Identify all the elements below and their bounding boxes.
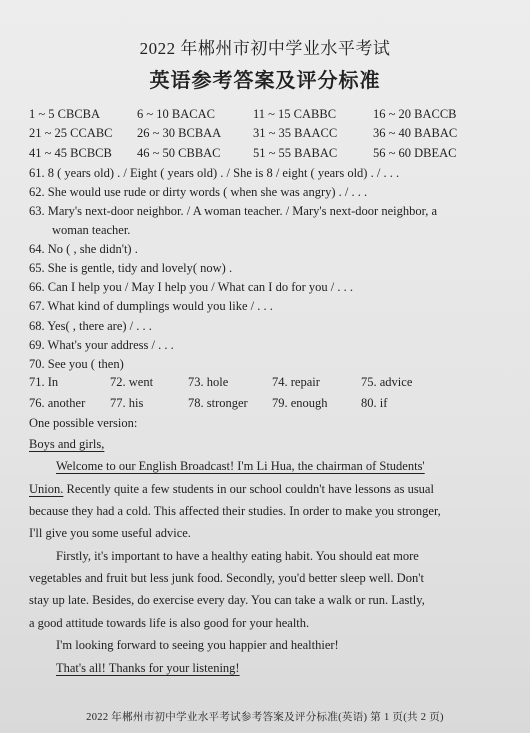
mcq-group: 1 ~ 5 CBCBA [29,107,101,121]
vocab-answer: 71. In [29,375,59,389]
answer-65: 65. She is gentle, tidy and lovely( now) . [29,261,233,275]
mcq-group: 41 ~ 45 BCBCB [29,146,112,160]
answer-69: 69. What's your address / . . . [29,338,174,352]
answer-63: 63. Mary's next-door neighbor. / A woman teacher. / Mary's next-door neighbor, a [29,204,438,218]
answer-67: 67. What kind of dumplings would you like / . . . [29,299,273,313]
answer-64: 64. No ( , she didn't) . [29,242,138,256]
answer-key-title: 英语参考答案及评分标准 [149,70,381,92]
answer-61: 61. 8 ( years old) . / Eight ( years old) . / She is 8 / eight ( years old) . / . . . [29,166,400,180]
answer-66: 66. Can I help you / May I help you / What can I do for you / . . . [29,280,354,294]
mcq-group: 11 ~ 15 CABBC [253,107,337,121]
mcq-row [29,126,499,145]
vocab-answer: 75. advice [361,375,413,389]
answer-63-continued: woman teacher. [52,223,131,237]
mcq-group: 16 ~ 20 BACCB [373,107,457,121]
essay-paragraph-2-line-4: a good attitude towards life is also good for your health. [29,616,310,630]
vocab-answer: 76. another [29,396,86,410]
mcq-group: 26 ~ 30 BCBAA [137,126,222,140]
vocab-answer: 79. enough [272,396,328,410]
essay-paragraph-2-line-1: Firstly, it's important to have a healthy eating habit. You should eat more [56,549,419,563]
mcq-group: 21 ~ 25 CCABC [29,126,113,140]
essay-paragraph-2-line-3: stay up late. Besides, do exercise every day. You can take a walk or run. Lastly, [29,593,425,607]
vocab-row [29,375,509,393]
answer-68: 68. Yes( , there are) / . . . [29,319,152,333]
page-footer: 2022 年郴州市初中学业水平考试参考答案及评分标准(英语) 第 1 页(共 2 页) [86,712,444,723]
vocab-answer: 78. stronger [188,396,248,410]
answer-70: 70. See you ( then) [29,357,124,371]
mcq-row [29,107,499,126]
essay-text-underlined: Union. [29,482,64,496]
essay-paragraph-1-line-4: I'll give you some useful advice. [29,526,191,540]
essay-intro: One possible version: [29,416,138,430]
essay-paragraph-3: I'm looking forward to seeing you happier and healthier! [56,638,339,652]
answer-62: 62. She would use rude or dirty words ( when she was angry) . / . . . [29,185,368,199]
mcq-row [29,146,499,165]
vocab-answer: 77. his [110,396,144,410]
essay-paragraph-1-line-2 [29,478,479,501]
essay-closing-text: That's all! Thanks for your listening! [56,661,240,675]
essay-text: Welcome to our English Broadcast! I'm Li Hua, the chairman of Students' [56,459,425,473]
essay-greeting: Boys and girls, [29,437,105,451]
mcq-group: 56 ~ 60 DBEAC [373,146,457,160]
mcq-group: 31 ~ 35 BAACC [253,126,338,140]
mcq-group: 46 ~ 50 CBBAC [137,146,221,160]
essay-paragraph-1-line-1 [56,455,506,478]
essay-paragraph-2-line-2: vegetables and fruit but less junk food. Secondly, you'd better sleep well. Don't [29,571,424,585]
mcq-group: 51 ~ 55 BABAC [253,146,338,160]
essay-paragraph-1-line-3: because they had a cold. This affected their studies. In order to make you stronger, [29,504,441,518]
essay-closing [56,657,506,680]
exam-title: 2022 年郴州市初中学业水平考试 [139,39,391,58]
vocab-answer: 80. if [361,396,388,410]
vocab-answer: 74. repair [272,375,320,389]
vocab-answer: 72. went [110,375,154,389]
essay-text: Recently quite a few students in our school couldn't have lessons as usual [63,482,434,496]
mcq-group: 36 ~ 40 BABAC [373,126,458,140]
mcq-group: 6 ~ 10 BACAC [137,107,215,121]
vocab-answer: 73. hole [188,375,229,389]
